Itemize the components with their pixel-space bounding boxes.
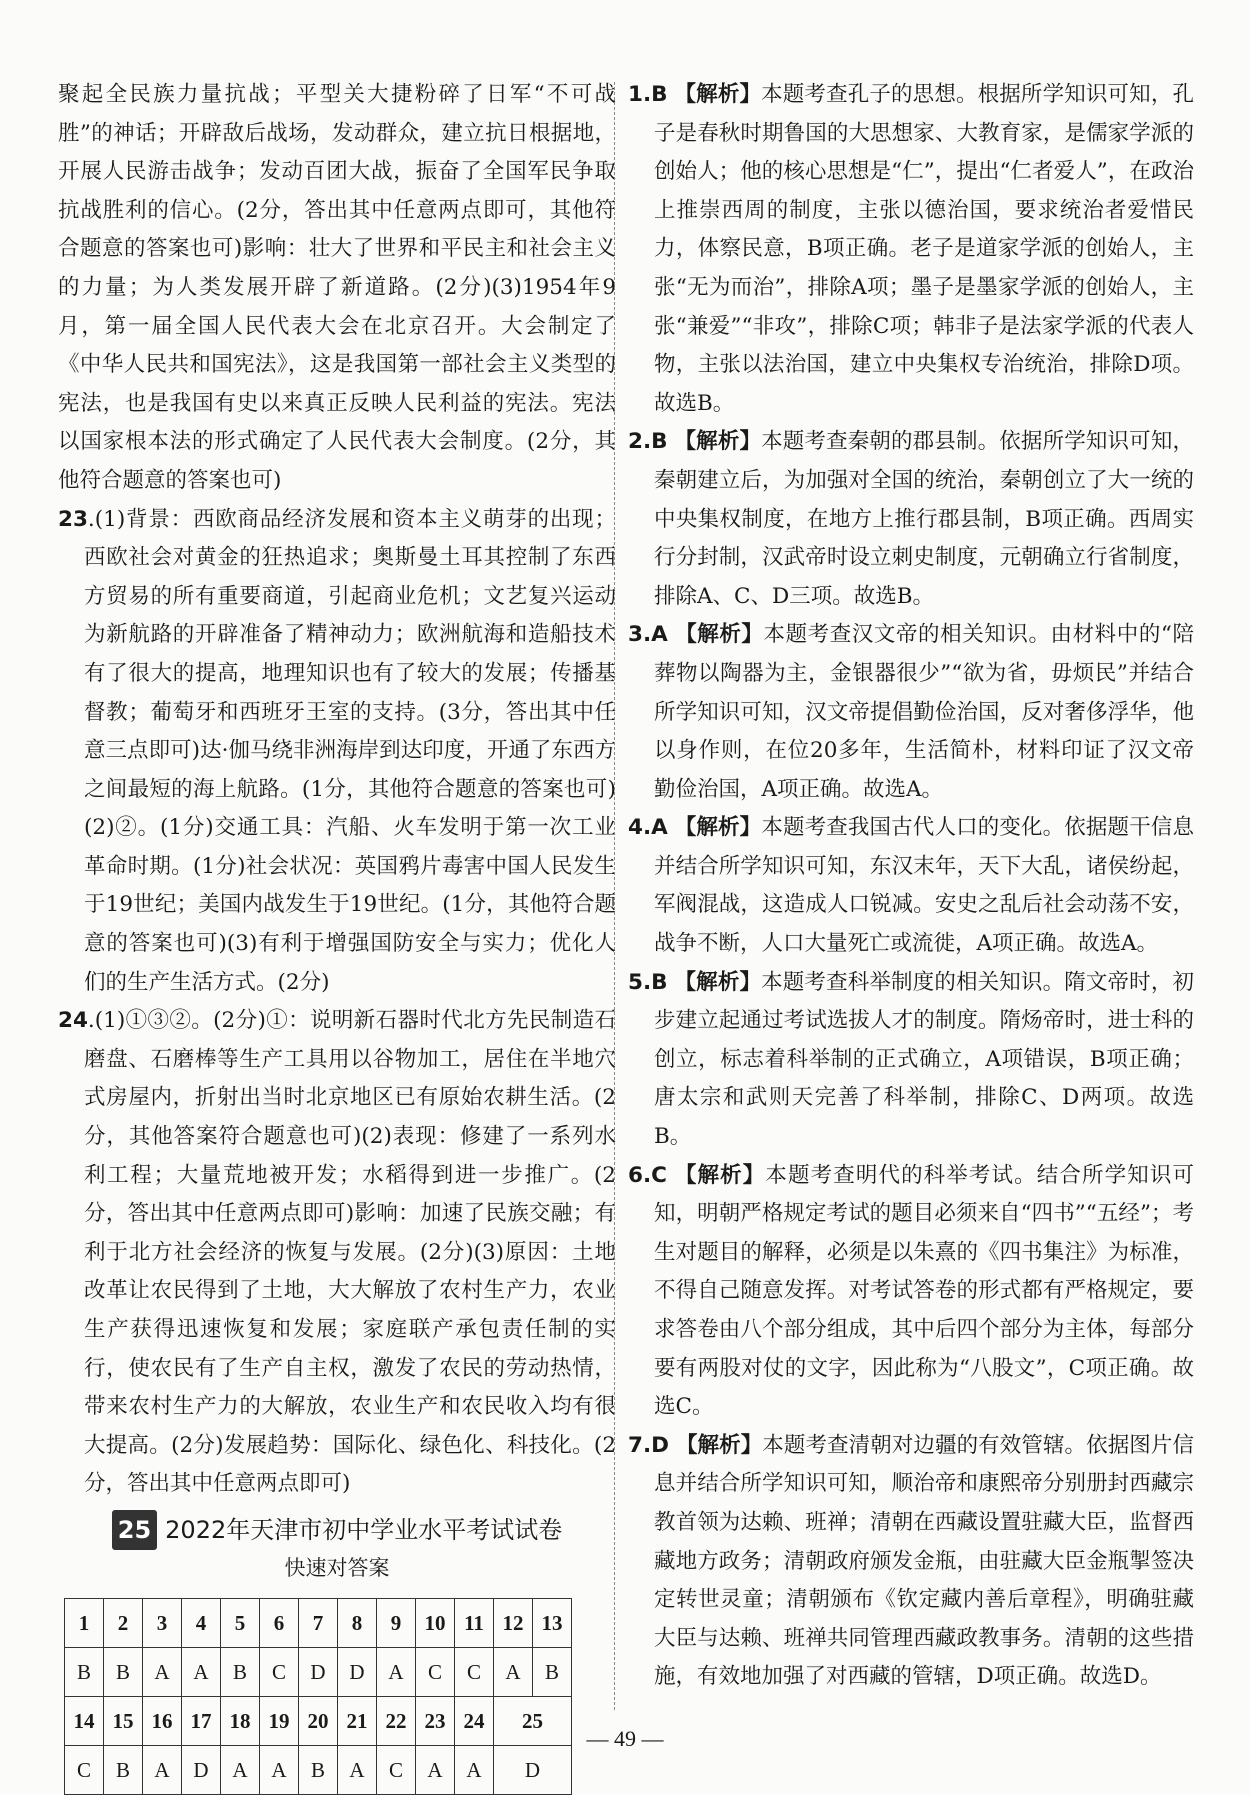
table-row (65, 1598, 572, 1647)
explanation-item: 5.B 【解析】本题考查科举制度的相关知识。隋文帝时，初步建立起通过考试选拔人才的制度。隋炀帝时，进士科的创立，标志着科举制的正式确立，A项错误，B项正确；唐太宗和武则天完善了科举制，排除C、D两项。故选B。 (628, 969, 1194, 1150)
table-cell: A (455, 1745, 494, 1794)
exam-badge: 25 (112, 1510, 157, 1550)
explanation-item: 6.C 【解析】本题考查明代的科举考试。结合所学知识可知，明朝严格规定考试的题目必须来自“四书”“五经”；考生对题目的解释，必须是以朱熹的《四书集注》为标准，不得自己随意发挥。对考试答卷的形式都有严格规定，要求答卷由八个部分组成，其中后四个部分为主体，每部分要有两股对仗的文字，因此称为“八股文”，C项正确。故选C。 (628, 1162, 1194, 1420)
table-cell: D (299, 1647, 338, 1696)
table-row (65, 1647, 572, 1696)
item-answer: A (651, 815, 668, 841)
table-cell: 11 (455, 1598, 494, 1647)
explanation-item: 1.B 【解析】本题考查孔子的思想。根据所学知识可知，孔子是春秋时期鲁国的大思想家、大教育家，是儒家学派的创始人；他的核心思想是“仁”，提出“仁者爱人”，在政治上推崇西周的制度，主张以德治国，要求统治者爱惜民力，体察民意，B项正确。老子是道家学派的创始人，主张“无为而治”，排除A项；墨子是墨家学派的创始人，主张“兼爱”“非攻”，排除C项；韩非子是法家学派的代表人物，主张以法治国，建立中央集权专治统治，排除D项。故选B。 (628, 82, 1194, 416)
item-number: 7 (628, 1432, 643, 1458)
quick-answers-heading: 快速对答案 (284, 1555, 390, 1580)
page-number: — 49 — (586, 1726, 664, 1751)
analysis-tag: 【解析】 (674, 815, 762, 841)
table-cell: 4 (182, 1598, 221, 1647)
table-row (65, 1745, 572, 1794)
table-cell: A (143, 1745, 182, 1794)
right-column (628, 76, 1194, 1697)
table-cell: 16 (143, 1696, 182, 1745)
table-cell: C (377, 1745, 416, 1794)
answer-table (64, 1598, 572, 1795)
item-number: 1 (628, 82, 643, 107)
analysis-tag: 【解析】 (674, 1162, 766, 1188)
left-column (58, 76, 616, 1795)
item-number: 4 (628, 815, 643, 841)
table-cell: 17 (182, 1696, 221, 1745)
table-cell: A (182, 1647, 221, 1696)
table-cell: 21 (338, 1696, 377, 1745)
analysis-tag: 【解析】 (674, 82, 762, 107)
table-cell: 23 (416, 1696, 455, 1745)
item-text: 本题考查汉文帝的相关知识。由材料中的“陪葬物以陶器为主，金银器很少”“欲为省，毋烦民”并结合所学知识可知，汉文帝提倡勤俭治国，反对奢侈浮华，他以身作则，在位20多年，生活简朴，材料印证了汉文帝勤俭治国，A项正确。故选A。 (654, 622, 1194, 802)
table-cell: C (260, 1647, 299, 1696)
table-cell: 12 (494, 1598, 533, 1647)
table-cell: 13 (533, 1598, 572, 1647)
table-cell: A (416, 1745, 455, 1794)
table-cell: 15 (104, 1696, 143, 1745)
table-cell: 1 (65, 1598, 104, 1647)
table-cell: A (377, 1647, 416, 1696)
table-cell: D (494, 1745, 572, 1794)
item-answer: C (651, 1162, 667, 1188)
q24-number: 24 (58, 1008, 88, 1034)
item-number: 2 (628, 429, 643, 455)
table-cell: A (221, 1745, 260, 1794)
table-cell: B (65, 1647, 104, 1696)
q24-answer (58, 1002, 616, 1504)
analysis-tag: 【解析】 (674, 969, 762, 995)
item-answer: D (651, 1432, 669, 1458)
table-cell: 3 (143, 1598, 182, 1647)
table-cell: A (260, 1745, 299, 1794)
table-cell: 6 (260, 1598, 299, 1647)
table-cell: B (104, 1647, 143, 1696)
table-cell: 10 (416, 1598, 455, 1647)
table-cell: 2 (104, 1598, 143, 1647)
table-cell: B (299, 1745, 338, 1794)
table-cell: 18 (221, 1696, 260, 1745)
q23-answer (58, 501, 616, 1003)
table-cell: C (416, 1647, 455, 1696)
explanation-item: 7.D 【解析】本题考查清朝对边疆的有效管辖。依据图片信息并结合所学知识可知，顺治帝和康熙帝分别册封西藏宗教首领为达赖、班禅；清朝在西藏设置驻藏大臣，监督西藏地方政务；清朝政府颁发金瓶，由驻藏大臣金瓶掣签决定转世灵童；清朝颁布《钦定藏内善后章程》，明确驻藏大臣与达赖、班禅共同管理西藏政教事务。清朝的这些措施，有效地加强了对西藏的管辖，D项正确。故选D。 (628, 1432, 1194, 1690)
item-text: 本题考查科举制度的相关知识。隋文帝时，初步建立起通过考试选拔人才的制度。隋炀帝时，进士科的创立，标志着科举制的正式确立，A项错误，B项正确；唐太宗和武则天完善了科举制，排除C、D两项。故选B。 (654, 969, 1194, 1150)
item-number: 6 (628, 1162, 643, 1188)
table-cell: B (533, 1647, 572, 1696)
table-cell: 19 (260, 1696, 299, 1745)
table-cell: A (143, 1647, 182, 1696)
table-cell: 9 (377, 1598, 416, 1647)
table-cell: 22 (377, 1696, 416, 1745)
table-cell: 20 (299, 1696, 338, 1745)
q22-continuation: 聚起全民族力量抗战；平型关大捷粉碎了日军“不可战胜”的神话；开辟敌后战场，发动群众，建立抗日根据地，开展人民游击战争；发动百团大战，振奋了全国军民争取抗战胜利的信心。(2分，答出其中任意两点即可，其他符合题意的答案也可)影响：壮大了世界和平民主和社会主义的力量；为人类发展开辟了新道路。(2分)(3)1954年9月，第一届全国人民代表大会在北京召开。大会制定了《中华人民共和国宪法》，这是我国第一部社会主义类型的宪法，也是我国有史以来真正反映人民利益的宪法。宪法以国家根本法的形式确定了人民代表大会制度。(2分，其他符合题意的答案也可) (58, 82, 616, 493)
explanation-item: 2.B 【解析】本题考查秦朝的郡县制。依据所学知识可知，秦朝建立后，为加强对全国的统治，秦朝创立了大一统的中央集权制度，在地方上推行郡县制，B项正确。西周实行分封制，汉武帝时设立刺史制度，元朝确立行省制度，排除A、C、D三项。故选B。 (628, 429, 1194, 609)
table-cell: C (65, 1745, 104, 1794)
table-cell: A (338, 1745, 377, 1794)
item-number: 3 (628, 622, 643, 648)
table-cell: B (221, 1647, 260, 1696)
item-answer: B (651, 82, 668, 107)
item-text: 本题考查清朝对边疆的有效管辖。依据图片信息并结合所学知识可知，顺治帝和康熙帝分别册封西藏宗教首领为达赖、班禅；清朝在西藏设置驻藏大臣，监督西藏地方政务；清朝政府颁发金瓶，由驻藏大臣金瓶掣签决定转世灵童；清朝颁布《钦定藏内善后章程》，明确驻藏大臣与达赖、班禅共同管理西藏政教事务。清朝的这些措施，有效地加强了对西藏的管辖，D项正确。故选D。 (654, 1432, 1194, 1690)
table-cell: D (182, 1745, 221, 1794)
table-cell: 25 (494, 1696, 572, 1745)
item-text: 本题考查我国古代人口的变化。依据题干信息并结合所学知识可知，东汉末年，天下大乱，诸侯纷起，军阀混战，这造成人口锐减。安史之乱后社会动荡不安，战争不断，人口大量死亡或流徙，A项正确。故选A。 (654, 815, 1194, 957)
analysis-tag: 【解析】 (674, 429, 762, 455)
analysis-tag: 【解析】 (675, 1432, 763, 1458)
column-divider (614, 82, 615, 1710)
item-answer: A (651, 622, 668, 648)
table-cell: 5 (221, 1598, 260, 1647)
table-cell: 8 (338, 1598, 377, 1647)
q23-number: 23 (58, 506, 88, 532)
table-cell: D (338, 1647, 377, 1696)
q24-text: .(1)①③②。(2分)①：说明新石器时代北方先民制造石磨盘、石磨棒等生产工具用以谷物加工，居住在半地穴式房屋内，折射出当时北京地区已有原始农耕生活。(2分，其他答案符合题意也可)(2)表现：修建了一系列水利工程；大量荒地被开发；水稻得到进一步推广。(2分，答出其中任意两点即可)影响：加速了民族交融；有利于北方社会经济的恢复与发展。(2分)(3)原因：土地改革让农民得到了土地，大大解放了农村生产力，农业生产获得迅速恢复和发展；家庭联产承包责任制的实行，使农民有了生产自主权，激发了农民的劳动热情，带来农村生产力的大解放，农业生产和农民收入均有很大提高。(2分)发展趋势：国际化、绿色化、科技化。(2分，答出其中任意两点即可) (84, 1008, 616, 1497)
exam-title (58, 1510, 616, 1550)
item-answer: B (651, 969, 668, 995)
table-cell: C (455, 1647, 494, 1696)
item-text: 本题考查秦朝的郡县制。依据所学知识可知，秦朝建立后，为加强对全国的统治，秦朝创立了大一统的中央集权制度，在地方上推行郡县制，B项正确。西周实行分封制，汉武帝时设立刺史制度，元朝确立行省制度，排除A、C、D三项。故选B。 (654, 429, 1194, 609)
table-cell: 7 (299, 1598, 338, 1647)
item-text: 本题考查明代的科举考试。结合所学知识可知，明朝严格规定考试的题目必须来自“四书”“五经”；考生对题目的解释，必须是以朱熹的《四书集注》为标准，不得自己随意发挥。对考试答卷的形式都有严格规定，要求答卷由八个部分组成，其中后四个部分为主体，每部分要有两股对仗的文字，因此称为“八股文”，C项正确。故选C。 (654, 1162, 1194, 1420)
item-text: 本题考查孔子的思想。根据所学知识可知，孔子是春秋时期鲁国的大思想家、大教育家，是儒家学派的创始人；他的核心思想是“仁”，提出“仁者爱人”，在政治上推崇西周的制度，主张以德治国，要求统治者爱惜民力，体察民意，B项正确。老子是道家学派的创始人，主张“无为而治”，排除A项；墨子是墨家学派的创始人，主张“兼爱”“非攻”，排除C项；韩非子是法家学派的代表人物，主张以法治国，建立中央集权专治统治，排除D项。故选B。 (654, 82, 1194, 416)
table-cell: B (104, 1745, 143, 1794)
table-cell: 14 (65, 1696, 104, 1745)
item-number: 5 (628, 969, 643, 995)
table-cell: A (494, 1647, 533, 1696)
analysis-tag: 【解析】 (675, 622, 764, 648)
item-answer: B (651, 429, 668, 455)
explanation-item: 3.A 【解析】本题考查汉文帝的相关知识。由材料中的“陪葬物以陶器为主，金银器很少”“欲为省，毋烦民”并结合所学知识可知，汉文帝提倡勤俭治国，反对奢侈浮华，他以身作则，在位20多年，生活简朴，材料印证了汉文帝勤俭治国，A项正确。故选A。 (628, 622, 1194, 802)
explanation-item: 4.A 【解析】本题考查我国古代人口的变化。依据题干信息并结合所学知识可知，东汉末年，天下大乱，诸侯纷起，军阀混战，这造成人口锐减。安史之乱后社会动荡不安，战争不断，人口大量死亡或流徙，A项正确。故选A。 (628, 815, 1194, 957)
q23-text: .(1)背景：西欧商品经济发展和资本主义萌芽的出现；西欧社会对黄金的狂热追求；奥斯曼土耳其控制了东西方贸易的所有重要商道，引起商业危机；文艺复兴运动为新航路的开辟准备了精神动力；欧洲航海和造船技术有了很大的提高，地理知识也有了较大的发展；传播基督教；葡萄牙和西班牙王室的支持。(3分，答出其中任意三点即可)达·伽马绕非洲海岸到达印度，开通了东西方之间最短的海上航路。(1分，其他符合题意的答案也可)(2)②。(1分)交通工具：汽船、火车发明于第一次工业革命时期。(1分)社会状况：英国鸦片毒害中国人民发生于19世纪；美国内战发生于19世纪。(1分，其他符合题意的答案也可)(3)有利于增强国防安全与实力；优化人们的生产生活方式。(2分) (84, 506, 616, 995)
table-cell: 24 (455, 1696, 494, 1745)
exam-title-text: 2022年天津市初中学业水平考试试卷 (165, 1515, 563, 1544)
